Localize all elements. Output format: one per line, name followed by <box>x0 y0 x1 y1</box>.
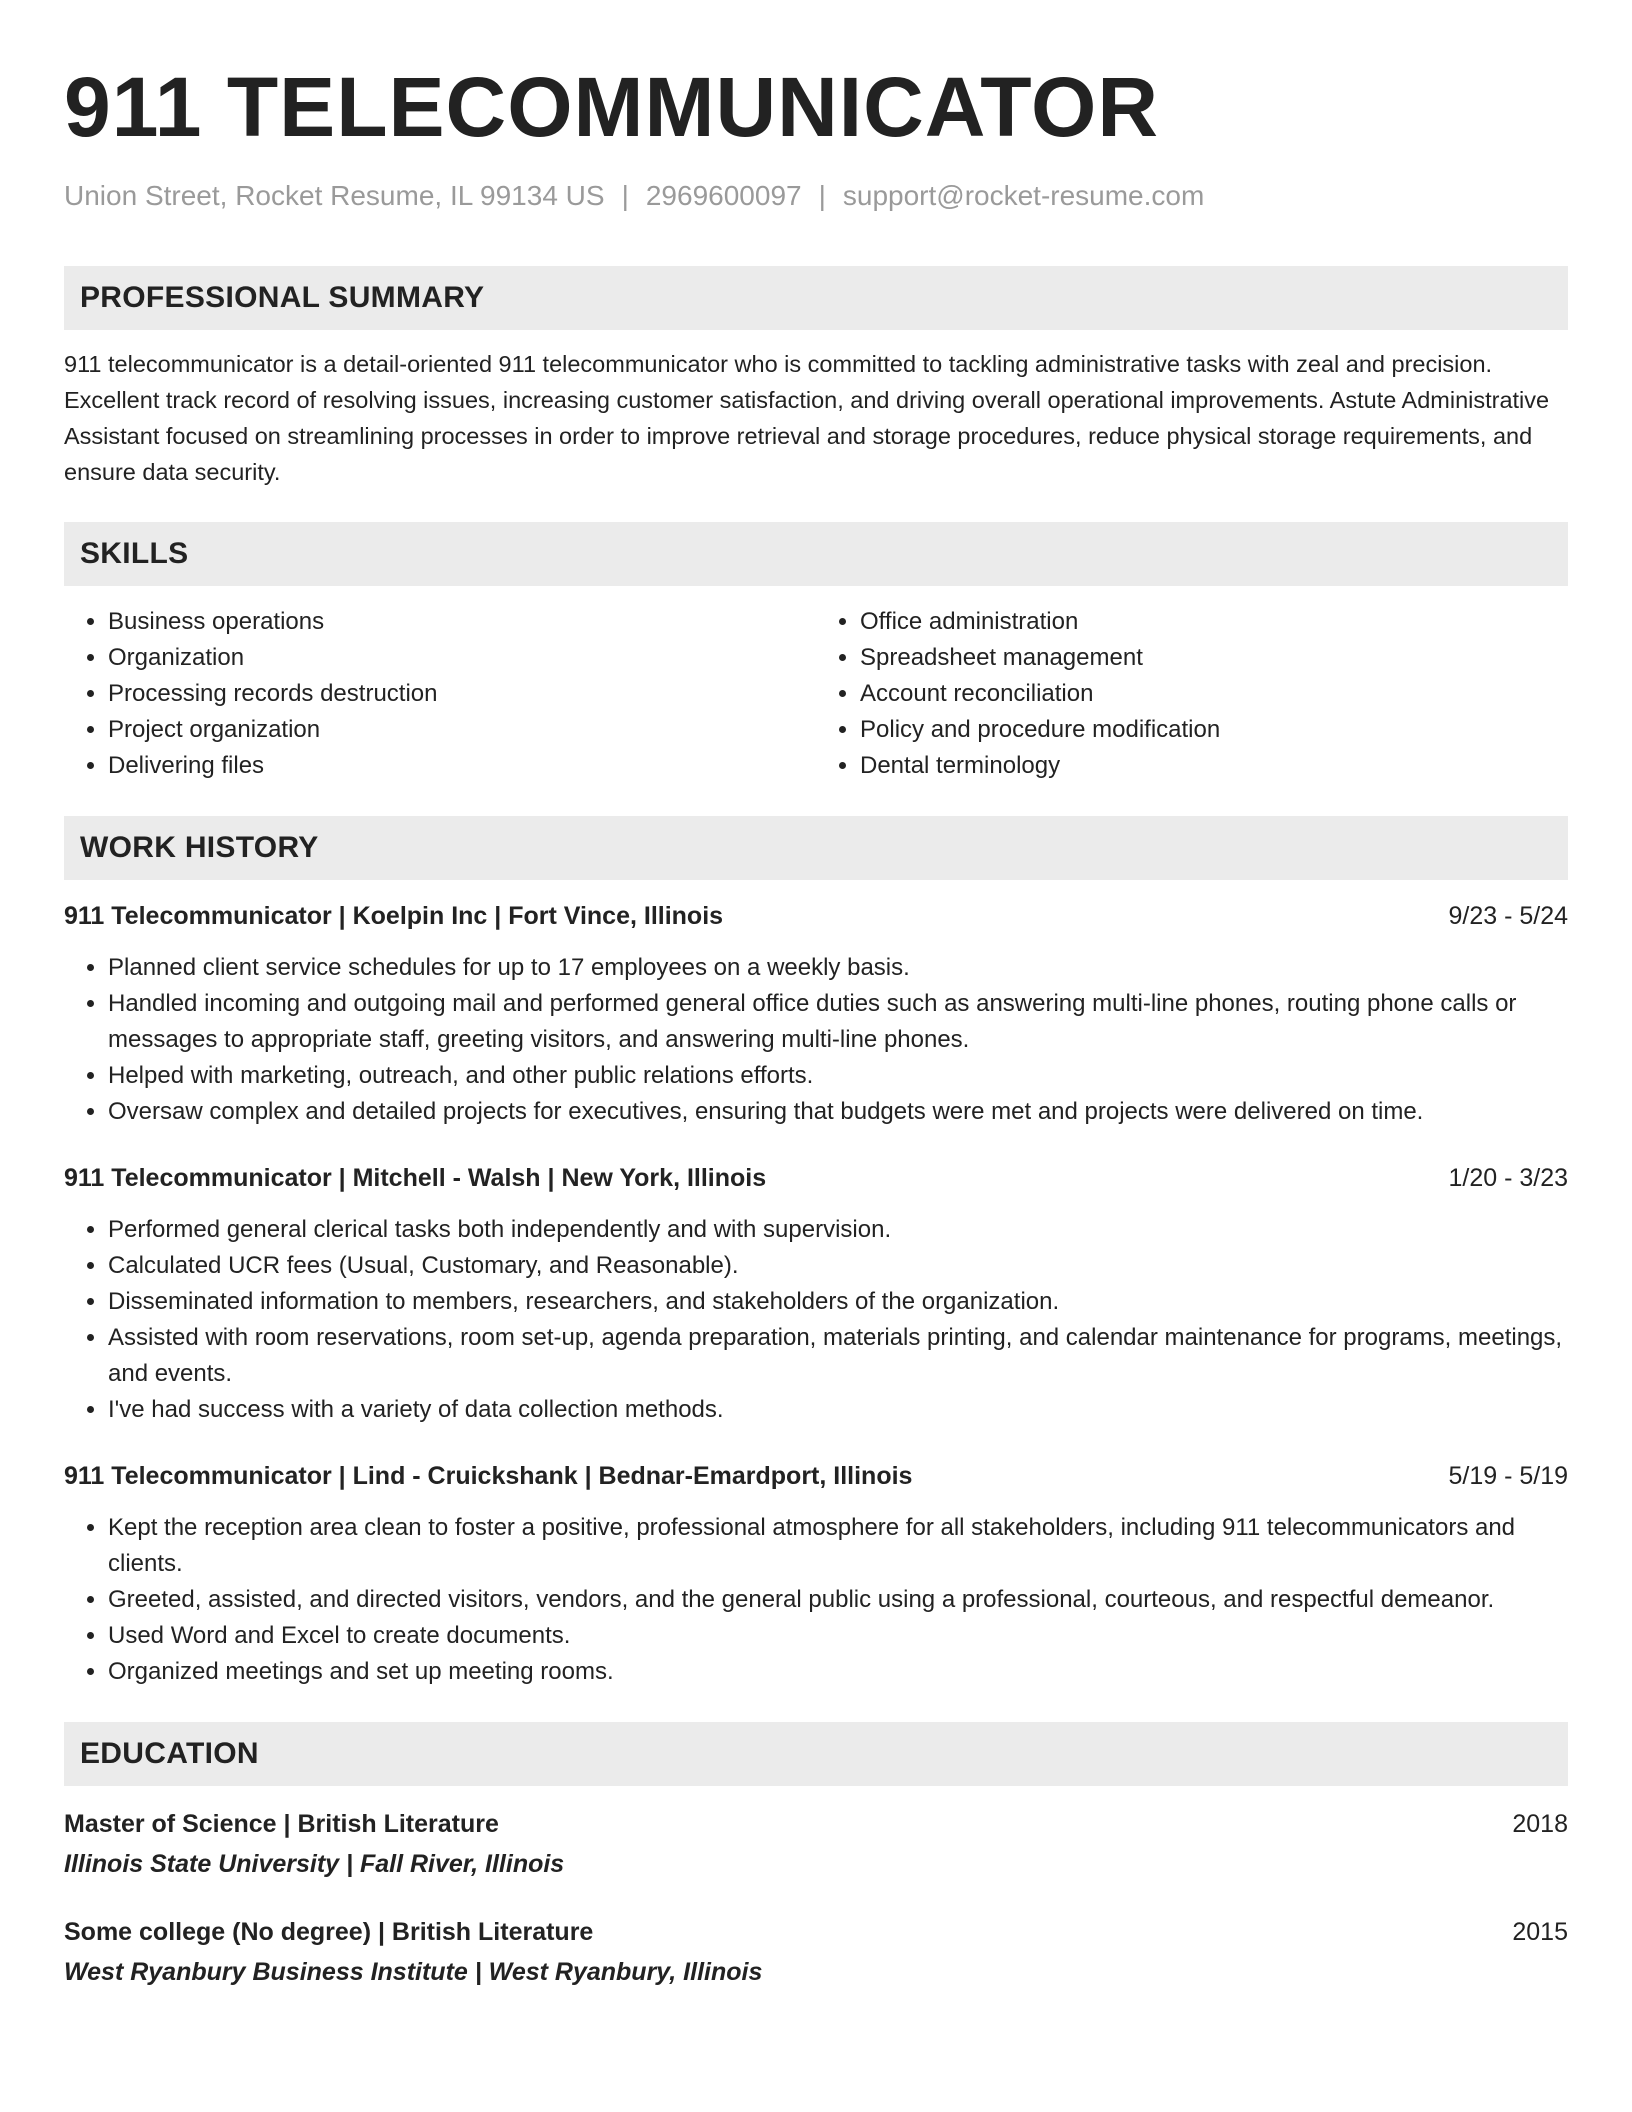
skill-item: • Project organization <box>108 712 816 748</box>
job-title: 911 Telecommunicator | Lind - Cruickshank | Bednar-Emardport, Illinois <box>64 1462 913 1490</box>
skill-item: • Office administration <box>860 604 1568 640</box>
job-bullet: • Performed general clerical tasks both independently and with supervision. <box>108 1212 1568 1248</box>
work-history-heading: WORK HISTORY <box>64 816 1568 880</box>
job-title: 911 Telecommunicator | Mitchell - Walsh | New York, Illinois <box>64 1164 767 1192</box>
skill-item: • Organization <box>108 640 816 676</box>
education-entry <box>64 1914 1568 1990</box>
summary-text: 911 telecommunicator is a detail-oriented 911 telecommunicator who is committed to tackling administrative tasks with zeal and precision. Excellent track record of resolving issues, increasing customer satisfaction, and driving overall operational improvements. Astute Administrative Assistant focused on streamlining processes in order to improve retrieval and storage procedures, reduce physical storage requirements, and ensure data security. <box>64 351 1550 485</box>
job-bullet: • Organized meetings and set up meeting rooms. <box>108 1654 1568 1690</box>
education-date: 2015 <box>1512 1918 1568 1946</box>
job-bullet: • Calculated UCR fees (Usual, Customary, and Reasonable). <box>108 1248 1568 1284</box>
skill-item: • Dental terminology <box>860 748 1568 784</box>
job-bullets <box>64 1212 1568 1428</box>
skill-item: • Spreadsheet management <box>860 640 1568 676</box>
school: Illinois State University | Fall River, Illinois <box>64 1850 565 1878</box>
degree: Master of Science | British Literature <box>64 1810 499 1838</box>
degree: Some college (No degree) | British Literature <box>64 1918 594 1946</box>
job-bullet: • Handled incoming and outgoing mail and performed general office duties such as answering multi-line phones, routing phone calls or messages to appropriate staff, greeting visitors, and answering multi-line phones. <box>108 986 1568 1058</box>
skill-item: • Account reconciliation <box>860 676 1568 712</box>
skills-heading: SKILLS <box>64 522 1568 586</box>
education-header <box>64 1914 1568 1950</box>
phone: 2969600097 <box>645 180 802 211</box>
education-entry <box>64 1806 1568 1882</box>
job-bullet: • Oversaw complex and detailed projects for executives, ensuring that budgets were met and projects were delivered on time. <box>108 1094 1568 1130</box>
job-bullets <box>64 950 1568 1130</box>
skill-item: • Delivering files <box>108 748 816 784</box>
contact-separator: | <box>818 180 826 211</box>
candidate-name: 911 TELECOMMUNICATOR <box>64 60 1160 154</box>
skills-column-left <box>64 604 816 784</box>
job-bullet: • Assisted with room reservations, room set-up, agenda preparation, materials printing, and calendar maintenance for programs, meetings, and events. <box>108 1320 1568 1392</box>
job-bullets <box>64 1510 1568 1690</box>
email: support@rocket-resume.com <box>842 180 1205 211</box>
job-entry <box>64 898 1568 1130</box>
job-bullet: • Planned client service schedules for up to 17 employees on a weekly basis. <box>108 950 1568 986</box>
job-date: 1/20 - 3/23 <box>1448 1164 1568 1192</box>
job-bullet: • I've had success with a variety of data collection methods. <box>108 1392 1568 1428</box>
education-heading: EDUCATION <box>64 1722 1568 1786</box>
skill-item: • Business operations <box>108 604 816 640</box>
job-entry <box>64 1160 1568 1428</box>
job-bullet: • Disseminated information to members, researchers, and stakeholders of the organization. <box>108 1284 1568 1320</box>
skill-item: • Policy and procedure modification <box>860 712 1568 748</box>
skills-column-right <box>816 604 1568 784</box>
job-date: 9/23 - 5/24 <box>1448 902 1568 930</box>
address: Union Street, Rocket Resume, IL 99134 US <box>64 180 605 211</box>
contact-separator: | <box>621 180 629 211</box>
contact-line <box>64 178 1568 214</box>
job-date: 5/19 - 5/19 <box>1448 1462 1568 1490</box>
job-header <box>64 1458 1568 1494</box>
school: West Ryanbury Business Institute | West Ryanbury, Illinois <box>64 1958 763 1986</box>
job-bullet: • Kept the reception area clean to foster a positive, professional atmosphere for all stakeholders, including 911 telecommunicators and clients. <box>108 1510 1568 1582</box>
job-bullet: • Used Word and Excel to create documents. <box>108 1618 1568 1654</box>
education-header <box>64 1806 1568 1842</box>
job-bullet: • Greeted, assisted, and directed visitors, vendors, and the general public using a professional, courteous, and respectful demeanor. <box>108 1582 1568 1618</box>
job-title: 911 Telecommunicator | Koelpin Inc | Fort Vince, Illinois <box>64 902 724 930</box>
job-entry <box>64 1458 1568 1690</box>
skills-list <box>64 604 1568 784</box>
job-header <box>64 898 1568 934</box>
summary-heading: PROFESSIONAL SUMMARY <box>64 266 1568 330</box>
education-date: 2018 <box>1512 1810 1568 1838</box>
job-header <box>64 1160 1568 1196</box>
job-bullet: • Helped with marketing, outreach, and other public relations efforts. <box>108 1058 1568 1094</box>
skill-item: • Processing records destruction <box>108 676 816 712</box>
